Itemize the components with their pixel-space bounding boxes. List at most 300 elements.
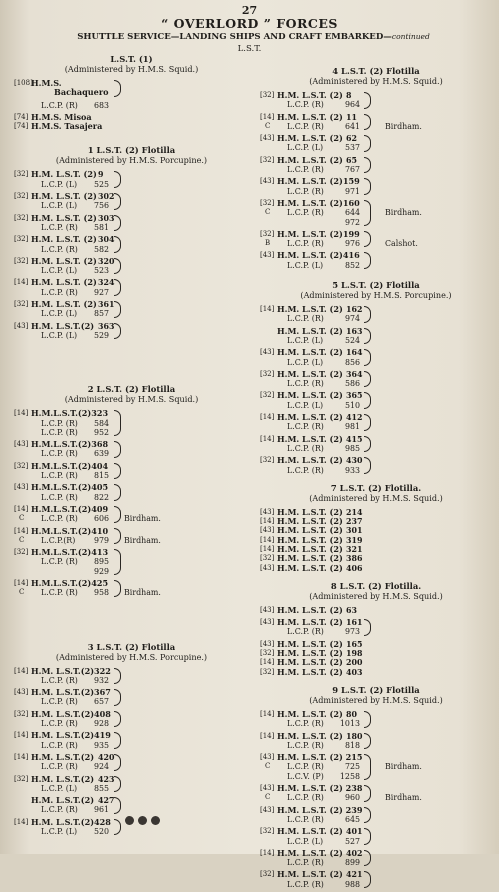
craft-number: 932 (93, 675, 109, 685)
ship-group (260, 348, 492, 367)
ship-group (260, 618, 492, 637)
section-admin: (Administered by H.M.S. Squid.) (309, 76, 443, 86)
ship-group (260, 784, 492, 803)
ship-group (14, 710, 249, 729)
ship-group (14, 79, 249, 98)
ship-group (260, 413, 492, 432)
entry-line (260, 91, 492, 100)
ship-number: 361 (98, 300, 115, 310)
entry-line (14, 309, 249, 318)
pennant-ref: [14] (14, 817, 29, 826)
entry-line (260, 618, 492, 627)
craft-type: L.C.P. (L) (287, 836, 324, 846)
ship-name: H.M. L.S.T. (2) (277, 325, 343, 336)
ship-number: 301 (346, 526, 363, 536)
ship-number: 304 (98, 235, 115, 245)
craft-number: 510 (344, 400, 360, 410)
ship-group (14, 322, 249, 341)
base-location: Birdham. (124, 514, 161, 524)
entry-line (14, 719, 249, 728)
craft-number: 935 (93, 740, 109, 750)
craft-number: 537 (344, 143, 360, 153)
ship-name: H.M. L.S.T. (2) (277, 657, 343, 668)
entry-line (14, 536, 249, 545)
ship-name: H.M. L.S.T. (2) (31, 234, 97, 245)
entry-line (14, 505, 249, 514)
ship-number: 161 (346, 618, 363, 628)
pennant-ref: [43] (260, 507, 275, 516)
entry-line (260, 327, 492, 336)
ship-number: 214 (346, 507, 363, 517)
entry-line (260, 710, 492, 719)
page-number: 27 (241, 4, 258, 17)
brace-mark (114, 549, 121, 575)
section-title: 2 L.S.T. (2) Flotilla (87, 384, 176, 395)
entry-line (260, 379, 492, 388)
craft-number: 928 (93, 719, 109, 729)
pennant-ref: [32] (260, 456, 275, 465)
base-location: Birdham. (124, 535, 161, 545)
craft-number: 981 (344, 422, 360, 432)
craft-type: L.C.P. (R) (41, 287, 78, 297)
entry-line (14, 548, 249, 557)
pennant-ref: [43] (260, 348, 275, 357)
subtitle-suffix: continued (391, 32, 430, 41)
entry-line (14, 762, 249, 771)
entry-line (14, 331, 249, 340)
craft-number: 529 (93, 330, 109, 340)
ship-group (14, 579, 249, 598)
entry-line (260, 413, 492, 422)
pennant-ref: [32] (14, 461, 29, 470)
pennant-ref: [43] (14, 440, 29, 449)
craft-number: 933 (344, 465, 360, 475)
craft-type: L.C.P. (R) (287, 379, 324, 389)
entry-line (14, 796, 249, 805)
ship-group (260, 870, 492, 889)
pennant-ref: [14] (260, 535, 275, 544)
craft-number: 582 (93, 244, 109, 254)
entry-line (14, 710, 249, 719)
ship-group (260, 806, 492, 825)
entry-line (14, 235, 249, 244)
pennant-ref: [32] (14, 170, 29, 179)
ship-group (14, 667, 249, 686)
ship-name: H.M. L.S.T. (2) (277, 666, 343, 677)
ship-name: H.M.L.S.T.(2)410 (31, 525, 109, 536)
ship-group (14, 775, 249, 794)
ship-group (260, 113, 492, 132)
craft-number: 857 (93, 309, 109, 319)
ship-name: H.M. L.S.T. (2) (31, 299, 97, 310)
pennant-ref: [14] (14, 278, 29, 287)
ship-name: H.M. L.S.T. (2) (277, 455, 343, 466)
base-location: Calshot. (385, 239, 418, 249)
flotilla-section (14, 54, 249, 131)
entry-line (14, 697, 249, 706)
entry-line (260, 314, 492, 323)
entry-line (14, 266, 249, 275)
unit-code: C (19, 514, 25, 523)
craft-type: L.C.P.(R) (41, 535, 76, 545)
ship-name: H.M. L.S.T. (2)199 (277, 228, 360, 239)
ship-group (260, 156, 492, 175)
ship-group (260, 230, 492, 249)
entry-line (260, 230, 492, 239)
entry-line (14, 257, 249, 266)
base-location: Birdham. (124, 588, 161, 598)
craft-type: L.C.P. (L) (41, 330, 78, 340)
entry-line (14, 449, 249, 458)
entry-line (14, 428, 249, 437)
pennant-ref: [43] (260, 177, 275, 186)
unit-code: C (265, 793, 271, 802)
ship-group (14, 483, 249, 502)
ship-number: 427 (98, 796, 115, 806)
craft-type: L.C.P. (R) (287, 208, 324, 218)
entry-line (14, 214, 249, 223)
page-title: “ OVERLORD ” FORCES (161, 16, 338, 31)
craft-number: 855 (93, 783, 109, 793)
ship-group (14, 257, 249, 276)
ship-name: H.M. L.S.T.(2) (31, 751, 95, 762)
ship-number: 363 (98, 321, 115, 331)
pennant-ref: [14] (260, 731, 275, 740)
entry-line (260, 165, 492, 174)
entry-line (260, 784, 492, 793)
craft-number: 856 (344, 357, 360, 367)
ship-number: 65 (346, 155, 357, 165)
pennant-ref: [14] (260, 544, 275, 553)
entry-line (260, 815, 492, 824)
entry-line (14, 278, 249, 287)
craft-number: 958 (93, 588, 109, 598)
craft-type: L.C.P. (R) (287, 165, 324, 175)
unit-code: C (19, 588, 25, 597)
entry-line (260, 305, 492, 314)
pennant-ref: [43] (260, 563, 275, 572)
pennant-ref: [32] (14, 709, 29, 718)
craft-type: L.C.V. (P) (287, 771, 324, 781)
pennant-ref: [14] (14, 409, 29, 418)
ship-number: 420 (98, 752, 115, 762)
craft-type: L.C.P. (R) (287, 858, 324, 868)
craft-type: L.C.P. (R) (287, 186, 324, 196)
entry-line (260, 208, 492, 217)
pennant-ref: [14] (14, 504, 29, 513)
ship-number: 163 (346, 326, 363, 336)
ship-number: 401 (346, 827, 363, 837)
pennant-ref: [32] (260, 369, 275, 378)
craft-number: 725 (344, 762, 360, 772)
ship-number: 200 (346, 658, 363, 668)
entry-line (260, 858, 492, 867)
section-admin: (Administered by H.M.S. Porcupine.) (300, 290, 452, 301)
ship-name: H.M.S. Tasajera (31, 121, 103, 132)
ship-name: H.M.S. Misoa (31, 111, 92, 122)
base-location: Birdham. (385, 762, 422, 772)
pennant-ref: [14] (260, 848, 275, 857)
ship-number: 412 (346, 413, 363, 423)
pennant-ref: [43] (260, 618, 275, 627)
ship-name: H.M.L.S.T.(2)425 (31, 577, 109, 588)
ship-group (14, 170, 249, 189)
entry-line (260, 762, 492, 771)
ship-group (260, 827, 492, 846)
ship-name: H.M. L.S.T.(2)322 (31, 665, 111, 676)
entry-line (14, 245, 249, 254)
craft-type: L.C.P. (L) (41, 266, 78, 276)
entry-line (260, 606, 492, 615)
ship-number: 324 (98, 278, 115, 288)
entry-line (260, 753, 492, 762)
ship-name: H.M. L.S.T. (2) (277, 154, 343, 165)
ship-number: 165 (346, 639, 363, 649)
craft-number: 645 (344, 814, 360, 824)
pennant-ref: [32] (260, 870, 275, 879)
pennant-ref: [43] (14, 483, 29, 492)
pennant-ref: [32] (260, 827, 275, 836)
craft-number: 924 (93, 762, 109, 772)
pennant-ref: [32] (14, 774, 29, 783)
pennant-ref: [74] (14, 122, 29, 131)
ship-name: H.M. L.S.T. (2) (277, 304, 343, 315)
craft-type: L.C.P. (R) (41, 514, 78, 524)
ship-number: 365 (346, 391, 363, 401)
entry-line (260, 177, 492, 186)
pennant-ref: [14] (260, 112, 275, 121)
ship-name: H.M. L.S.T. (2) (277, 648, 343, 659)
ship-group (14, 753, 249, 772)
entry-line (260, 143, 492, 152)
entry-line (260, 422, 492, 431)
craft-number: 964 (344, 100, 360, 110)
ship-group (260, 305, 492, 324)
ship-group (260, 849, 492, 868)
flotilla-section (260, 280, 492, 475)
ship-name: H.M. L.S.T. (2) (31, 212, 97, 223)
entry-line (260, 348, 492, 357)
entry-line (260, 741, 492, 750)
ship-name: H.M. L.S.T.(2)367 (31, 687, 111, 698)
flotilla-section (260, 685, 492, 889)
pennant-ref: [14] (14, 731, 29, 740)
ship-group (260, 435, 492, 454)
ship-name: H.M. L.S.T. (2) (277, 847, 343, 858)
pennant-ref: [32] (260, 667, 275, 676)
ship-number: 180 (346, 731, 363, 741)
craft-number: 641 (344, 121, 360, 131)
section-admin: (Administered by H.M.S. Squid.) (309, 492, 443, 503)
craft-number: 976 (344, 239, 360, 249)
craft-number: 606 (93, 514, 109, 524)
section-title: 3 L.S.T. (2) Flotilla (87, 641, 176, 652)
pennant-ref: [108] (14, 79, 33, 87)
pennant-ref: [43] (260, 134, 275, 143)
pennant-ref: [32] (14, 548, 29, 557)
entry-line (14, 409, 249, 418)
craft-type: L.C.P. (R) (41, 449, 78, 459)
ship-name: H.M.L.S.T.(2)323 (31, 408, 109, 419)
craft-type: L.C.P. (R) (287, 422, 324, 432)
flotilla-section (14, 384, 249, 597)
craft-type: L.C.P. (R) (41, 588, 78, 598)
craft-number: 972 (344, 217, 360, 227)
entry-line (260, 336, 492, 345)
entry-line (260, 113, 492, 122)
entry-line (260, 827, 492, 836)
entry-line (14, 101, 249, 110)
pennant-ref: [14] (260, 658, 275, 667)
craft-type: L.C.P. (R) (41, 222, 78, 232)
pennant-ref: [14] (14, 578, 29, 587)
craft-type: L.C.P. (R) (41, 719, 78, 729)
ship-name: H.M. L.S.T. (2) (277, 368, 343, 379)
craft-type: L.C.P. (R) (41, 740, 78, 750)
craft-number: 639 (93, 449, 109, 459)
craft-number: 584 (93, 418, 109, 428)
craft-type: L.C.P. (L) (287, 143, 324, 153)
ship-group (14, 688, 249, 707)
entry-line (14, 192, 249, 201)
ship-name: H.M. L.S.T. (2) (277, 708, 343, 719)
ship-name: H.M. L.S.T. (2) (277, 412, 343, 423)
entry-line (260, 134, 492, 143)
pennant-ref: [14] (14, 526, 29, 535)
flotilla-section (14, 145, 249, 340)
ship-number: 406 (346, 563, 363, 573)
pennant-ref: [32] (14, 256, 29, 265)
ship-group (260, 177, 492, 196)
craft-type: L.C.P. (R) (41, 492, 78, 502)
pennant-ref: [32] (14, 192, 29, 201)
entry-line (14, 579, 249, 588)
ship-number: 402 (346, 848, 363, 858)
pennant-ref: [32] (14, 300, 29, 309)
entry-line (14, 588, 249, 597)
ship-group (260, 91, 492, 110)
pennant-ref: [43] (260, 251, 275, 260)
ship-number: 321 (346, 544, 363, 554)
craft-number: 525 (93, 179, 109, 189)
craft-type: L.C.P. (R) (41, 805, 78, 815)
right-column (260, 58, 492, 892)
craft-number: 929 (93, 566, 109, 576)
craft-number: 927 (93, 287, 109, 297)
ship-group (14, 300, 249, 319)
section-title: 4 L.S.T. (2) Flotilla (332, 66, 420, 76)
entry-line (260, 122, 492, 131)
entry-line (260, 564, 492, 573)
pennant-ref: [14] (260, 709, 275, 718)
entry-line (260, 261, 492, 270)
pennant-ref: [32] (260, 91, 275, 99)
flotilla-section (260, 483, 492, 573)
unit-code: C (265, 762, 271, 771)
ship-group (14, 505, 249, 524)
craft-type: L.C.P. (L) (41, 827, 78, 837)
section-title: 9 L.S.T. (2) Flotilla (332, 684, 420, 695)
base-location: Birdham. (385, 208, 422, 218)
ship-group (14, 409, 249, 437)
craft-number: 988 (344, 879, 360, 889)
entry-line (14, 731, 249, 740)
flotilla-section (14, 642, 249, 837)
ship-number: 63 (346, 605, 357, 615)
pennant-ref: [14] (260, 413, 275, 422)
ship-group (260, 640, 492, 677)
ship-name: H.M. L.S.T. (2) (277, 390, 343, 401)
ship-name: H.M. L.S.T. (2) (277, 553, 343, 564)
ink-blot-marks (125, 810, 165, 822)
craft-type: L.C.P. (R) (41, 427, 78, 437)
entry-line (14, 471, 249, 480)
ship-number: 162 (346, 305, 363, 315)
ship-number: 320 (98, 256, 115, 266)
ship-group (14, 235, 249, 254)
craft-type: L.C.P. (R) (41, 418, 78, 428)
ship-group (260, 134, 492, 153)
ship-group (14, 113, 249, 132)
ship-group (260, 251, 492, 270)
unit-code: C (19, 535, 25, 544)
ship-group (14, 440, 249, 459)
ship-name: H.M. L.S.T. (2) 215 (277, 752, 363, 763)
craft-type: L.C.P. (L) (287, 335, 324, 345)
unit-code: C (265, 121, 271, 130)
craft-number: 1013 (339, 719, 360, 729)
entry-line (260, 251, 492, 260)
ship-group (14, 731, 249, 750)
section-admin: (Administered by H.M.S. Squid.) (64, 64, 199, 74)
ship-number: 415 (346, 434, 363, 444)
ship-name: H.M. L.S.T. (2) (277, 604, 343, 615)
entry-line (260, 668, 492, 677)
ship-number: 303 (98, 213, 115, 223)
ship-group (260, 370, 492, 389)
craft-number: 973 (344, 627, 360, 637)
flotilla-section (260, 66, 492, 270)
unit-code: C (265, 208, 271, 217)
ship-name: H.M. L.S.T. (2) (277, 562, 343, 573)
pennant-ref: [43] (14, 688, 29, 697)
ship-name: H.M. L.S.T. (2) (277, 826, 343, 837)
ship-name: H.M. L.S.T. (2) (277, 638, 343, 649)
brace-mark (364, 200, 371, 226)
entry-line (260, 435, 492, 444)
ship-group (14, 192, 249, 211)
craft-type: L.C.P. (L) (41, 179, 78, 189)
entry-line (14, 514, 249, 523)
craft-type: L.C.P. (R) (41, 762, 78, 772)
craft-number: 971 (344, 186, 360, 196)
ship-name: H.M. L.S.T. (2) (277, 525, 343, 536)
craft-number: 527 (344, 836, 360, 846)
ship-name: H.M. L.S.T. (2) (277, 617, 343, 628)
entry-line (14, 223, 249, 232)
entry-line (14, 667, 249, 676)
entry-line (260, 370, 492, 379)
craft-number: 852 (344, 260, 360, 270)
entry-line (14, 557, 249, 566)
ship-group (260, 391, 492, 410)
craft-type: L.C.P. (L) (41, 783, 78, 793)
ship-name: H.M. L.S.T. (2)416 (277, 250, 360, 261)
entry-line (14, 180, 249, 189)
ship-name: H.M. L.S.T.(2)428 (31, 816, 111, 827)
ship-name: H.M. L.S.T. (2) (277, 534, 343, 545)
craft-type: L.C.P. (R) (41, 244, 78, 254)
